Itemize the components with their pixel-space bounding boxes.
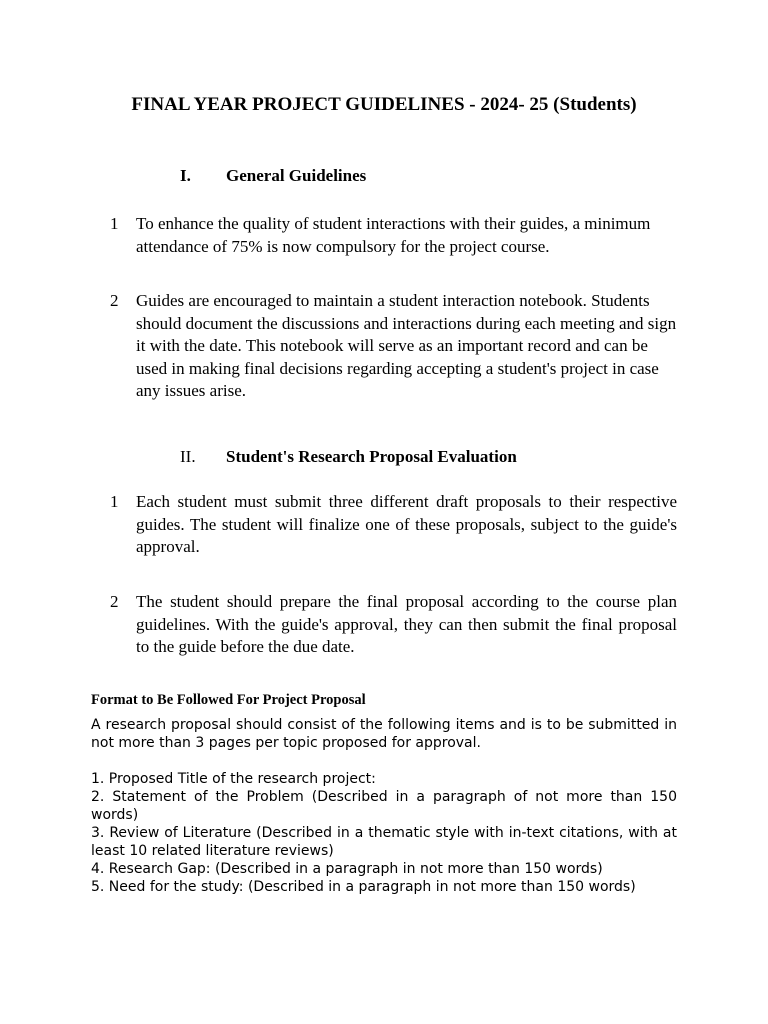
format-heading: Format to Be Followed For Project Proposal xyxy=(91,692,366,708)
item-number: 1 xyxy=(110,214,119,233)
list-item xyxy=(110,491,677,559)
item-number: 2 xyxy=(110,291,119,310)
item-number: 1 xyxy=(110,492,119,511)
format-list-item: 1. Proposed Title of the research project: xyxy=(91,771,376,787)
format-list-item: 5. Need for the study: (Described in a paragraph in not more than 150 words) xyxy=(91,879,636,895)
section-title: Student's Research Proposal Evaluation xyxy=(226,447,517,466)
format-list-item: 2. Statement of the Problem (Described in a paragraph of not more than 150 words) xyxy=(91,789,677,823)
list-item xyxy=(110,591,677,659)
format-list-item: 3. Review of Literature (Described in a thematic style with in-text citations, with at least 10 related literature reviews) xyxy=(91,825,677,859)
section-number: I. xyxy=(180,166,191,185)
item-number: 2 xyxy=(110,592,119,611)
section-number: II. xyxy=(180,447,196,466)
item-text: To enhance the quality of student interactions with their guides, a minimum attendance of 75% is now compulsory for the project course. xyxy=(136,214,651,256)
item-text: The student should prepare the final proposal according to the course plan guidelines. With the guide's approval, they can then submit the final proposal to the guide before the due date. xyxy=(136,592,677,656)
format-list-item: 4. Research Gap: (Described in a paragraph in not more than 150 words) xyxy=(91,861,603,877)
list-item xyxy=(110,290,677,403)
format-list xyxy=(91,770,677,896)
item-text: Each student must submit three different draft proposals to their respective guides. The student will finalize one of these proposals, subject to the guide's approval. xyxy=(136,492,677,556)
item-text: Guides are encouraged to maintain a student interaction notebook. Students should document the discussions and interactions during each meeting and sign it with the date. This notebook will serve as an important record and can be used in making final decisions regarding accepting a student's project in case any issues arise. xyxy=(136,291,677,400)
document-title: FINAL YEAR PROJECT GUIDELINES - 2024- 25 (Students) xyxy=(131,94,637,115)
list-item xyxy=(110,213,677,258)
format-intro: A research proposal should consist of the following items and is to be submitted in not more than 3 pages per topic proposed for approval. xyxy=(91,717,677,751)
section-title: General Guidelines xyxy=(226,166,367,185)
